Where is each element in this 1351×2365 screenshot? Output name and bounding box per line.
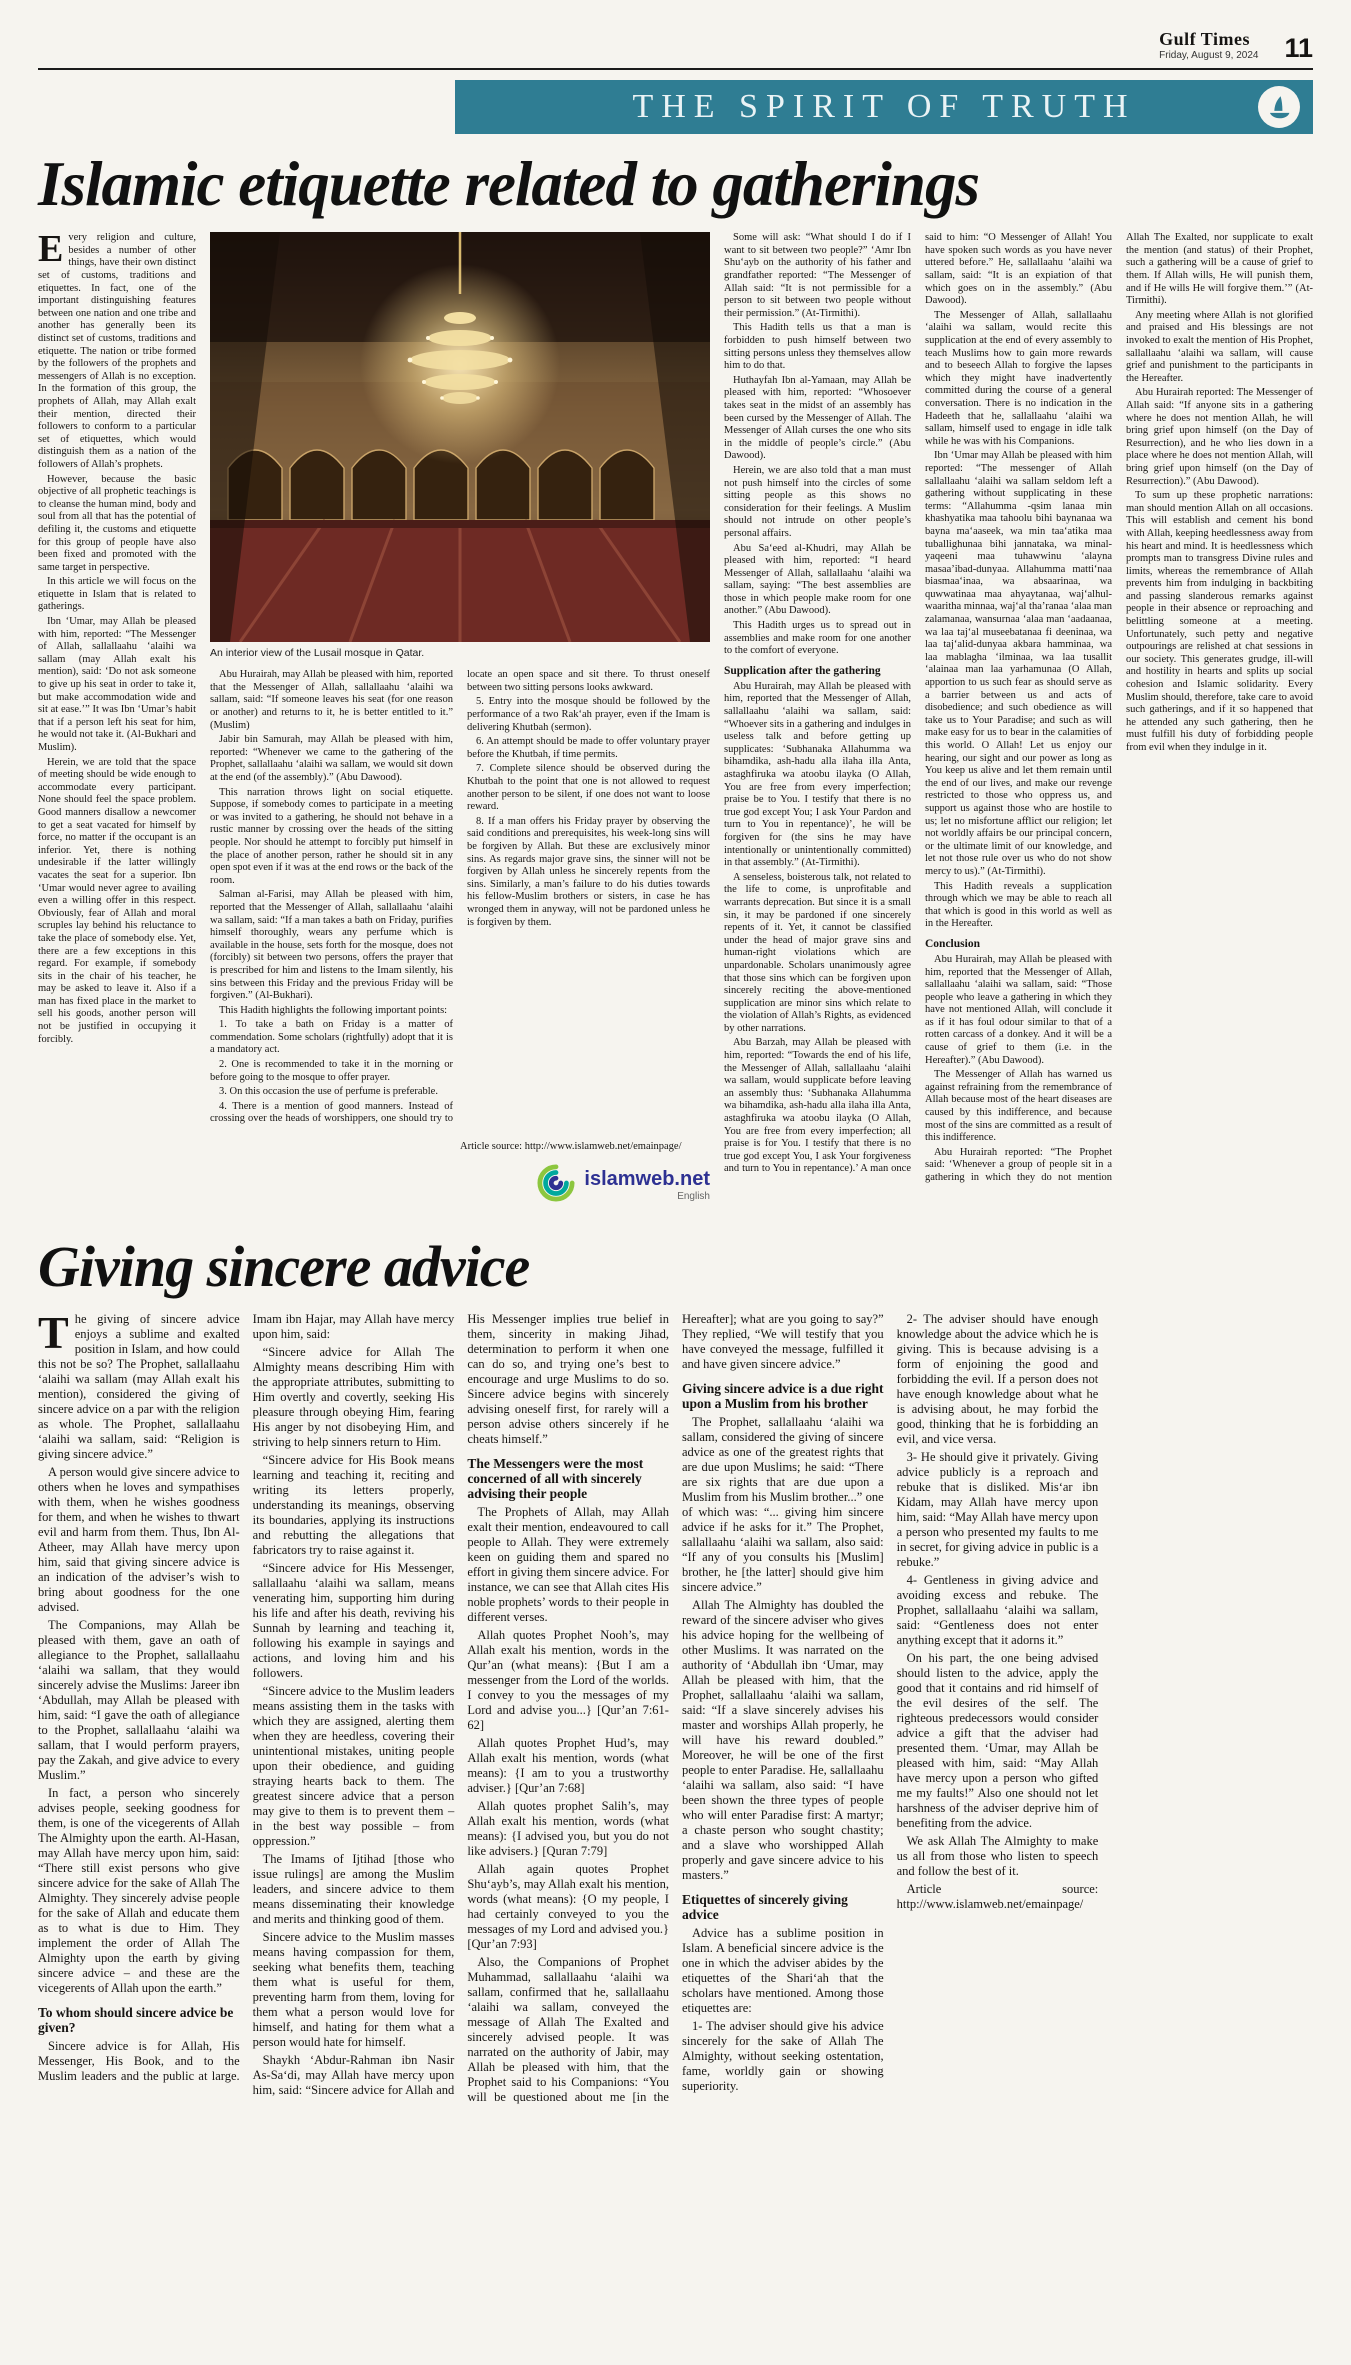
paragraph: Allah quotes prophet Salih’s, may Allah exalt his mention, words (what means): {I advised you, but you do not like advisers.} [Quran 7:79] <box>467 1799 669 1858</box>
subhead: Giving sincere advice is a due right upon a Muslim from his brother <box>681 1381 884 1411</box>
paragraph: 1. To take a bath on Friday is a matter of commendation. Some scholars (rightfully) adopt that it is a mandatory act. <box>210 1019 453 1056</box>
paragraph: However, because the basic objective of all prophetic teachings is to cleanse the human mind, body and soul from all that has the potential of defiling it, the customs and etiquette for this group of people have also been fixed and promoted with the same target in perspective. <box>38 473 196 573</box>
article2-body <box>38 1312 1313 2112</box>
paragraph: Allah quotes Prophet Nooh’s, may Allah exalt his mention, words in the Qur’an (what means): {But I am a messenger from the Lord of the worlds. I convey to you the messages of my Lord and advise you...} [Qur’an 7:61-62] <box>467 1628 669 1732</box>
paragraph: Shaykh ‘Abdur-Rahman ibn Nasir As-Sa‘di, may Allah have mercy upon him, said: “Sincere advice for Allah and His Messenger implies true belief in them, sincerity in making Jihad, determination to perform it when one can do so, and trying one’s best to encourage and urge Muslims to do so. Sincere advice begins with sincerely advising oneself first, for rarely will a person advise others sincerely if he cheats himself.” <box>252 1312 669 2097</box>
islamweb-swirl-icon <box>537 1164 575 1207</box>
paragraph: Abu Hurairah reported: “The Prophet said: ‘Whenever a group of people sit in a gathering in which they do not mention Allah The Exalted, nor supplicate to exalt the mention (and status) of their Prophet, such a gathering will be a cause of grief to them. If Allah wills, He will punish them, and if He wills He will forgive them.’” (At-Tirmithi). <box>925 232 1313 1183</box>
paragraph: 7. Complete silence should be observed during the Khutbah to the point that one is not allowed to request another person to be silent, if one does not want to loose reward. <box>467 763 710 813</box>
paragraph: The Messenger of Allah has warned us against refraining from the remembrance of Allah because most of the heart diseases are caused by this indifference, and because most of the sins are committed as a result of this indifference. <box>925 1069 1112 1144</box>
paragraph: Herein, we are told that the space of meeting should be wide enough to accommodate every participant. None should feel the space problem. Good manners disallow a newcomer to get a seat vacated for himself by force, no matter if the occupant is an inferior. Yet, there is nothing undesirable if the latter willingly vacates the seat for a superior. Ibn ‘Umar would never agree to availing even a willing offer in this respect. Obviously, fear of Allah and moral scruples lay behind his reluctance to take the place of somebody else. Yet, there are a few exceptions in this regard. For example, if somebody sits in the chair of his teacher, he may be asked to leave it. Also if a man has fixed place in the market to sell his goods, another person will not be justified in occupying it forcibly. <box>38 756 196 1045</box>
paragraph: 1- The adviser should give his advice sincerely for the sake of Allah The Almighty, without seeking ostentation, fame, worldly gain or showing superiority. <box>681 2019 884 2093</box>
paragraph: This narration throws light on social etiquette. Suppose, if somebody comes to participate in a meeting or was invited to a gathering, he should not behave in a rustic manner by crossing over the heads of the sitting people. Nor should he attempt to forcibly put himself in the place of another person, rather he should sit in any open spot even if it was at the end rows or the back of the room. <box>210 786 453 886</box>
paragraph: The Imams of Ijtihad [those who issue rulings] are among the Muslim leaders, and sincere advice to them means disseminating their knowledge and merits and thinking good of them. <box>252 1852 455 1926</box>
paragraph: 5. Entry into the mosque should be followed by the performance of a two Rak‘ah prayer, even if the Imam is delivering Khutbah (sermon). <box>467 696 710 733</box>
article-source-note: Article source: http://www.islamweb.net/emainpage/ <box>460 1141 682 1153</box>
paragraph: 2. One is recommended to take it in the morning or before going to the mosque to offer prayer. <box>210 1059 453 1083</box>
paragraph: Allah The Almighty has doubled the reward of the sincere adviser who gives his advice hoping for the wellbeing of other Muslims. It was narrated on the authority of ‘Abdullah ibn ‘Umar, may Allah be pleased with him, that the Prophet, sallallaahu ‘alaihi wa sallam, said: “If a slave sincerely advises his master and worships Allah properly, he will have his reward doubled.” Moreover, he will be one of the first people to enter Paradise. He, sallallaahu ‘alaihi wa sallam, also said: “I have been shown the three types of people who will enter Paradise first: A martyr; a chaste person who sought chastity; and a slave who worshipped Allah properly and gave sincere advice to his masters.” <box>681 1598 884 1882</box>
paragraph: Allah quotes Prophet Hud’s, may Allah exalt his mention, words (what means): {I am to you a trustworthy adviser.} [Qur’an 7:68] <box>467 1736 669 1795</box>
paragraph: In fact, a person who sincerely advises people, seeking goodness for them, is one of the vicegerents of Allah The Almighty upon the earth. Al-Hasan, may Allah have mercy upon him, said: “There still exist persons who give sincere advice for the sake of Allah The Almighty. They sincerely advise people for the sake of Allah and educate them as to what is due to Him. They implement the order of Allah The Almighty upon the earth by giving sincere advice – and these are the vicegerents of Allah upon the earth.” <box>38 1786 240 1995</box>
paragraph: Ibn ‘Umar may Allah be pleased with him reported: “The messenger of Allah sallallaahu ‘alaihi wa sallam seldom left a gathering without supplicating in these terms: “Allahumma -qsim lanaa min khashyatika maa tahoolu bihi baynanaa wa bayna ma‘aaseek, wa min taa‘atika maa tuballighunaa bihi jannataka, wa minal-yaqeeni maa tuhawwinu ‘alayna masaa’ibad-dunyaa. Allahumma matti‘naa biasmaa‘inaa, wa absaarinaa, wa quwwatinaa maa ahyaytanaa, waj‘alhul-waaritha minnaa, waj‘al tha’ranaa ‘alaa man zalamanaa, wansurnaa ‘alaa man ‘aadaanaa, wa laa taj‘al museebatanaa fi deeninaa, wa laa taj‘alid-dunyaa akbara hamminaa, wa laa mablagha ‘ilminaa, wa laa tusallit ‘alainaa man laa yarhamunaa (O Allah, apportion to us such fear as should serve as a barrier between us and acts of disobedience; and such obedience as will take us to Your Paradise; and such as will make easy for us to bear in the calamities of this world. O Allah! Let us enjoy our hearing, our sight and our power as long as You keep us alive and let them remain until the end of our lives, and make our revenge restricted to those who oppress us, and support us against those who are hostile to us; let no misfortune afflict our religion; let not worldly affairs be our principal concern, or the ultimate limit of our knowledge, and let not those rule over us who do not show mercy to us).” (At-Tirmithi). <box>925 450 1112 877</box>
lead-paragraph: Every religion and culture, besides a number of other things, have their own distinct set of customs, traditions and etiquettes. In fact, one of the important distinguishing features between one nation and one tribe and another has generally been its distinct set of customs, traditions and etiquette. The nation or tribe formed by the followers of the prophets and messengers of Allah is no exception. In the formation of this group, the prophets of Allah, may Allah exalt their mention, directed their followers to conform to a particular set of etiquettes, which would distinguish them as a nation of the followers of Allah’s prophets. <box>38 228 196 470</box>
section-banner <box>455 80 1313 134</box>
section-title: THE SPIRIT OF TRUTH <box>632 88 1136 125</box>
paragraph: “Sincere advice for His Book means learning and teaching it, reciting and writing its letters properly, understanding its meanings, observing its boundaries, applying its instructions and rebutting the allegations that fabricators try to raise against it. <box>252 1453 455 1557</box>
masthead <box>38 30 1313 70</box>
paragraph: “Sincere advice for His Messenger, sallallaahu ‘alaihi wa sallam, means venerating him, supporting him during his life and after his death, reviving his Sunnah by learning and teaching it, following his example in sayings and actions, and loving him and his followers. <box>252 1561 455 1680</box>
paragraph: The Messenger of Allah, sallallaahu ‘alaihi wa sallam, would recite this supplication at the end of every assembly to teach Muslims how to gain more rewards and to beseech Allah to forgive the lapses which they might have inadvertently committed during the course of a general conversation. There is no indication in the Hadeeth that he, sallallaahu ‘alaihi wa sallam, himself used to engage in idle talk while he was with his Companions. <box>925 309 1112 447</box>
page-number: 11 <box>1284 33 1313 63</box>
paragraph: This Hadith highlights the following important points: <box>219 1004 448 1016</box>
paragraph: Ibn ‘Umar, may Allah be pleased with him, reported: “The Messenger of Allah, sallallaahu ‘alaihi wa sallam (may Allah exalt his mention), said: ‘Do not ask someone to give up his seat in order to take it, but make accommodation wide and sit at ease.’” It was Ibn ‘Umar’s habit that if a person left his seat for him, he would not take it. (Al-Bukhari and Muslim). <box>38 616 196 753</box>
photo-caption: An interior view of the Lusail mosque in Qatar. <box>210 647 425 660</box>
paragraph: Abu Hurairah, may Allah be pleased with him, reported that the Messenger of Allah, sallallaahu ‘alaihi wa sallam, said: “Whoever sits in a gathering and indulges in useless talk and before getting up supplicates: ‘Subhanaka Allahumma wa bihamdika, ash-hadu alla ilaha illa Anta, astaghfiruka wa atoobu ilayka (O Allah, You are free from every imperfection; praise be to You. I testify that there is no true god except You; I ask Your Pardon and turn to You in repentance)’, he will be forgiven for (the sins he may have intentionally or unintentionally committed) in that assembly.” (At-Tirmithi). <box>724 680 911 869</box>
paragraph: Abu Barzah, may Allah be pleased with him, reported: “Towards the end of his life, the Messenger of Allah, sallallaahu ‘alaihi wa sallam, would supplicate before leaving an assembly thus: ‘Subhanaka Allahumma wa bihamdika, ash-hadu alla ilaha illa Anta, astaghfiruka wa atoobu ilayka (O Allah, You are free from every imperfection; all praise is for You. I testify that there is no true god except You, I ask Your forgiveness and turn to You in repentance).’ A man once said to him: “O Messenger of Allah! You have spoken such words as you have never uttered before.” He, sallallaahu ‘alaihi wa sallam, said: “It is an expiation of that which goes on in the assembly.” (Abu Dawood). <box>724 232 1112 1175</box>
article-giving-sincere-advice <box>38 1233 1313 2112</box>
paragraph: 4. There is a mention of good manners. Instead of crossing over the heads of worshippers, one should try to locate an open space and sit there. To thrust oneself between two sitting persons looks awkward. <box>210 669 710 1125</box>
subhead: The Messengers were the most concerned of all with sincerely advising their people <box>467 1456 644 1501</box>
paragraph: This Hadith reveals a supplication through which we may be able to reach all that which is good in this world as well as in the Hereafter. <box>925 880 1112 930</box>
article-islamic-etiquette <box>38 149 1313 1207</box>
paragraph: Salman al-Farisi, may Allah be pleased with him, reported that the Messenger of Allah, sallallaahu ‘alaihi wa sallam, said: “If a man takes a bath on Friday, purifies himself thoroughly, wears any perfume which is available in the house, sets forth for the mosque, does not (forcibly) sit between two persons, offers the prayer that is prescribed for him and listens to the Imam silently, his sins between this Friday and the previous Friday will be forgiven.” (Al-Bukhari). <box>210 889 453 1002</box>
article1-middle-block <box>210 232 710 1207</box>
paragraph: Abu Hurairah reported: The Messenger of Allah said: “If anyone sits in a gathering where he does not mention Allah, he will bring grief upon himself (on the Day of Resurrection), and he who lies down in a place where he does not mention Allah, will bring grief upon himself (on the Day of Resurrection).” (Abu Dawood). <box>1126 387 1313 487</box>
subhead: To whom should sincere advice be given? <box>38 2005 234 2035</box>
paragraph: On his part, the one being advised should listen to the advice, apply the good that it contains and rid himself of the evil desires of the self. The righteous predecessors would consider advice a gift that the adviser had presented them. ‘Umar, may Allah be pleased with him, said: “May Allah have mercy upon a person who gifted me my faults!” Also one should not let harshness of the adviser deprive him of benefiting from the advice. <box>896 1651 1099 1830</box>
article1-source-block <box>460 1141 710 1207</box>
islamweb-logo-text: islamweb.net <box>584 1167 710 1190</box>
paragraph: 4- Gentleness in giving advice and avoiding excess and rebuke. The Prophet, sallallaahu ‘alaihi wa sallam, said: “Gentleness does not enter anything except that it adorns it.” <box>896 1573 1099 1647</box>
subhead: Etiquettes of sincerely giving advice <box>681 1892 848 1922</box>
paragraph: Also, the Companions of Prophet Muhammad, sallallaahu ‘alaihi wa sallam, confirmed that he, sallallaahu ‘alaihi wa sallam, conveyed the message of Allah The Exalted and sincerely advised people. It was narrated on the authority of Jabir, may Allah be pleased with him, that the Prophet said to his Companions: “You will be questioned about me [in the Hereafter]; what are you going to say?” They replied, “We will testify that you have conveyed the message, fulfilled it and have given sincere advice.” <box>467 1312 884 2104</box>
mosque-photo <box>210 232 710 642</box>
paragraph: Huthayfah Ibn al-Yamaan, may Allah be pleased with him, reported: “Whosoever takes seat in the midst of an assembly has been cursed by the Messenger of Allah. The Messenger of Allah curses the one who sits in the middle of people’s circle.” (Abu Dawood). <box>724 374 911 462</box>
paragraph: Abu Hurairah, may Allah be pleased with him, reported that the Messenger of Allah, sallallaahu ‘alaihi wa sallam, said: “Those people who leave a gathering in which they have not mentioned Allah, will conclude it as if it has foul odour similar to that of a rotten carcass of a donkey. And it will be a cause of grief to them (i.e. in the Hereafter).” (Abu Dawood). <box>925 953 1112 1066</box>
dhow-icon <box>1258 86 1300 128</box>
paragraph: Jabir bin Samurah, may Allah be pleased with him, reported: “Whenever we came to the gathering of the Prophet, sallallaahu ‘alaihi wa sallam, we would sit down at the end (of the assembly).” (Abu Dawood). <box>210 734 453 783</box>
lead-paragraph: The giving of sincere advice enjoys a sublime and exalted position in Islam, and how could this not be so? The Prophet, sallallaahu ‘alaihi wa sallam (may Allah exalt his mention), considered the giving of sincere advice on a par with the religion as whole. The Prophet, sallallaahu ‘alaihi wa sallam, said: “Religion is giving sincere advice.” <box>38 1312 240 1461</box>
article1-column-left <box>38 228 196 1207</box>
paragraph: 3. On this occasion the use of perfume is preferable. <box>219 1086 438 1098</box>
paragraph: 3- He should give it privately. Giving advice publicly is a reproach and rebuke that is disliked. Mis‘ar ibn Kidam, may Allah have mercy upon him, said: “May Allah have mercy upon a person who presented my faults to me in secret, for giving advice in public is a rebuke.” <box>896 1450 1099 1569</box>
issue-date: Friday, August 9, 2024 <box>1159 50 1259 61</box>
paragraph: This Hadith tells us that a man is forbidden to push himself between two sitting persons unless they themselves allow him to do that. <box>724 322 911 372</box>
paragraph: A senseless, boisterous talk, not related to the life to come, is unprofitable and warrants deprecation. But since it is a small sin, it may be pardoned if one sincerely repents of it. Yet, it cannot be classified under the head of major grave sins and human-right violations which are unpardonable. Scholars unanimously agree that those sins which can be forgiven upon sincerely reciting the above-mentioned supplication are minor sins which relate to the violation of Allah’s Rights, as evidenced by other narrations. <box>724 871 911 1034</box>
paragraph: Allah again quotes Prophet Shu‘ayb’s, may Allah exalt his mention, words (what means): {O my people, I had certainly conveyed to you the messages of my Lord and advised you.} [Qur’an 7:93] <box>467 1862 669 1951</box>
paragraph: To sum up these prophetic narrations: man should mention Allah on all occasions. This will establish and cement his bond with Allah, keeping heedlessness away from his heart and mind. It is heedlessness which prompts man to transgress Divine rules and limits, whereas the remembrance of Allah prevents him from indulging in backbiting and passing slanderous remarks against people in their absence or reproaching and belittling someone at a meeting. Unfortunately, such petty and negative outpourings are relished at chat sessions in our society. This generates grudge, ill-will and hostility in hearts and splits up social cohesion and Islamic solidarity. Every Muslim should, therefore, take care to avoid such gatherings, and if it so happened that he attended any such gathering, then he must fulfill his duty of forbidding people from evil when they indulge in it. <box>1126 490 1313 753</box>
paragraph: We ask Allah The Almighty to make us all from those who listen to speech and follow the best of it. <box>896 1834 1099 1878</box>
paragraph: Sincere advice is for Allah, His Messenger, His Book, and to the Muslim leaders and the public at large. Imam ibn Hajar, may Allah have mercy upon him, said: <box>38 1312 455 2083</box>
paragraph: The Prophets of Allah, may Allah exalt their mention, endeavoured to call people to Allah. They were extremely keen on guiding them and spared no effort in giving them sincere advice. For instance, we can see that Allah cites His noble prophets’ words to their people in different verses. <box>467 1505 669 1624</box>
paragraph: This Hadith urges us to spread out in assemblies and make room for one another to the comfort of everyone. <box>724 620 911 657</box>
islamweb-logo <box>460 1164 710 1207</box>
paragraph: Sincere advice to the Muslim masses means having compassion for them, seeking what benefits them, teaching them what is useful for them, preventing harm from them, loving for them what a person would love for himself, and hating for them what a person would hate for himself. <box>252 1930 455 2049</box>
paragraph: “Sincere advice for Allah The Almighty means describing Him with the appropriate attributes, submitting to Him overtly and covertly, seeking His pleasure through obeying Him, fearing His anger by not disobeying Him, and striving to help sinners return to Him. <box>252 1345 455 1449</box>
article1-column-right <box>724 232 1313 1187</box>
paper-name: Gulf Times <box>1159 29 1250 49</box>
paragraph: Abu Sa‘eed al-Khudri, may Allah be pleased with him, reported: “I heard Messenger of Allah, sallallaahu ‘alaihi wa sallam, saying: “The best assemblies are those in which people make room for one another.” (Abu Dawood). <box>724 542 911 617</box>
section-banner-row <box>38 80 1313 134</box>
banner-spacer <box>38 80 455 134</box>
article1-headline: Islamic etiquette related to gatherings <box>38 149 979 219</box>
paragraph: 6. An attempt should be made to offer voluntary prayer before the Khutbah, if time permits. <box>467 736 710 760</box>
paragraph: Any meeting where Allah is not glorified and praised and His blessings are not invoked to exalt the mention of His Prophet, sallallaahu ‘alaihi wa sallam, will cause grief and punishment to the participants in the Hereafter. <box>1126 309 1313 384</box>
article1-column-mid <box>210 669 710 1129</box>
paragraph: Abu Hurairah, may Allah be pleased with him, reported that the Messenger of Allah, sallallaahu ‘alaihi wa sallam, said: “If someone leaves his seat (for one reason or another) and returns to it, he is better entitled to it.” (Muslim) <box>210 669 453 731</box>
paragraph: “Sincere advice to the Muslim leaders means assisting them in the tasks with which they are assigned, alerting them when they are heedless, covering their unintentional mistakes, uniting people upon their obedience, and guiding straying hearts back to them. The greatest sincere advice that a person may give to them is to prevent them – in the best way possible – from oppression.” <box>252 1684 455 1848</box>
paragraph: In this article we will focus on the etiquette in Islam that is related to gatherings. <box>38 576 196 613</box>
paragraph: A person would give sincere advice to others when he loves and sympathises with them, when he wishes goodness for them, and when he wishes to thwart evil and harm from them. Thus, Ibn Al-Atheer, may Allah have mercy upon him, said that giving sincere advice is an indication of the adviser’s wish to bring about goodness for the one advised. <box>38 1465 240 1614</box>
paragraph: Advice has a sublime position in Islam. A beneficial sincere advice is the one in which the adviser abides by the etiquettes of the Shari‘ah that the scholars have mentioned. Among those etiquettes are: <box>681 1926 884 2015</box>
masthead-title-block <box>1159 30 1258 61</box>
islamweb-language-tag: English <box>677 1190 710 1202</box>
paragraph: 8. If a man offers his Friday prayer by observing the said conditions and prerequisites, his week-long sins will be forgiven by Allah. But these are exclusively minor sins. As regards major grave sins, the sinner will not be forgiven by Allah unless he sincerely repents from the sins. Similarly, a man’s failure to do his duties towards his fellow-Muslim brothers or sisters, in case he has wronged them in anyway, will not be pardoned unless he is forgiven by them. <box>467 815 710 928</box>
paragraph: 2- The adviser should have enough knowledge about the advice which he is giving. This is because advising is a form of enjoining the good and forbidding the evil. If a person does not have enough knowledge about what he is advising about, he may forbid the good, thinking that he is forbidding an evil, and vice versa. <box>896 1312 1099 1446</box>
article2-headline: Giving sincere advice <box>38 1233 530 1299</box>
article1-body <box>38 228 1313 1207</box>
subhead: Supplication after the gathering <box>724 664 881 677</box>
paragraph: Article source: http://www.islamweb.net/emainpage/ <box>896 1882 1099 1911</box>
paragraph: The Prophet, sallallaahu ‘alaihi wa sallam, considered the giving of sincere advice as one of the greatest rights that are due upon Muslims; he said: “There are six rights that are due upon a Muslim from his Muslim brother...” one of which was: “... giving him sincere advice if he asks for it.” The Prophet, sallallaahu ‘alaihi wa sallam, also said: “If any of you consults his [Muslim] brother, he [the latter] should give him sincere advice.” <box>681 1415 884 1594</box>
paragraph: The Companions, may Allah be pleased with them, gave an oath of allegiance to the Prophet, sallallaahu ‘alaihi wa sallam, that they would sincerely advise the Muslims: Jareer ibn ‘Abdullah, may Allah be pleased with him, said: “I gave the oath of allegiance to the Prophet, sallallaahu ‘alaihi wa sallam, that I would perform prayers, pay the Zakah, and give advice to every Muslim.” <box>38 1618 240 1782</box>
islamweb-logo-text-block <box>584 1169 710 1202</box>
paragraph: Herein, we are also told that a man must not push himself into the circles of some sitting people as this shows no consideration for their feelings. A Muslim should not intrude on other people’s personal affairs. <box>724 464 911 539</box>
subhead: Conclusion <box>925 937 980 950</box>
paragraph: Some will ask: “What should I do if I want to sit between two people?” ‘Amr Ibn Shu‘ayb on the authority of his father and grandfather reported: “The Messenger of Allah said: “It is not permissible for a person to sit between two people without their permission.” (At-Tirmithi). <box>724 232 911 319</box>
